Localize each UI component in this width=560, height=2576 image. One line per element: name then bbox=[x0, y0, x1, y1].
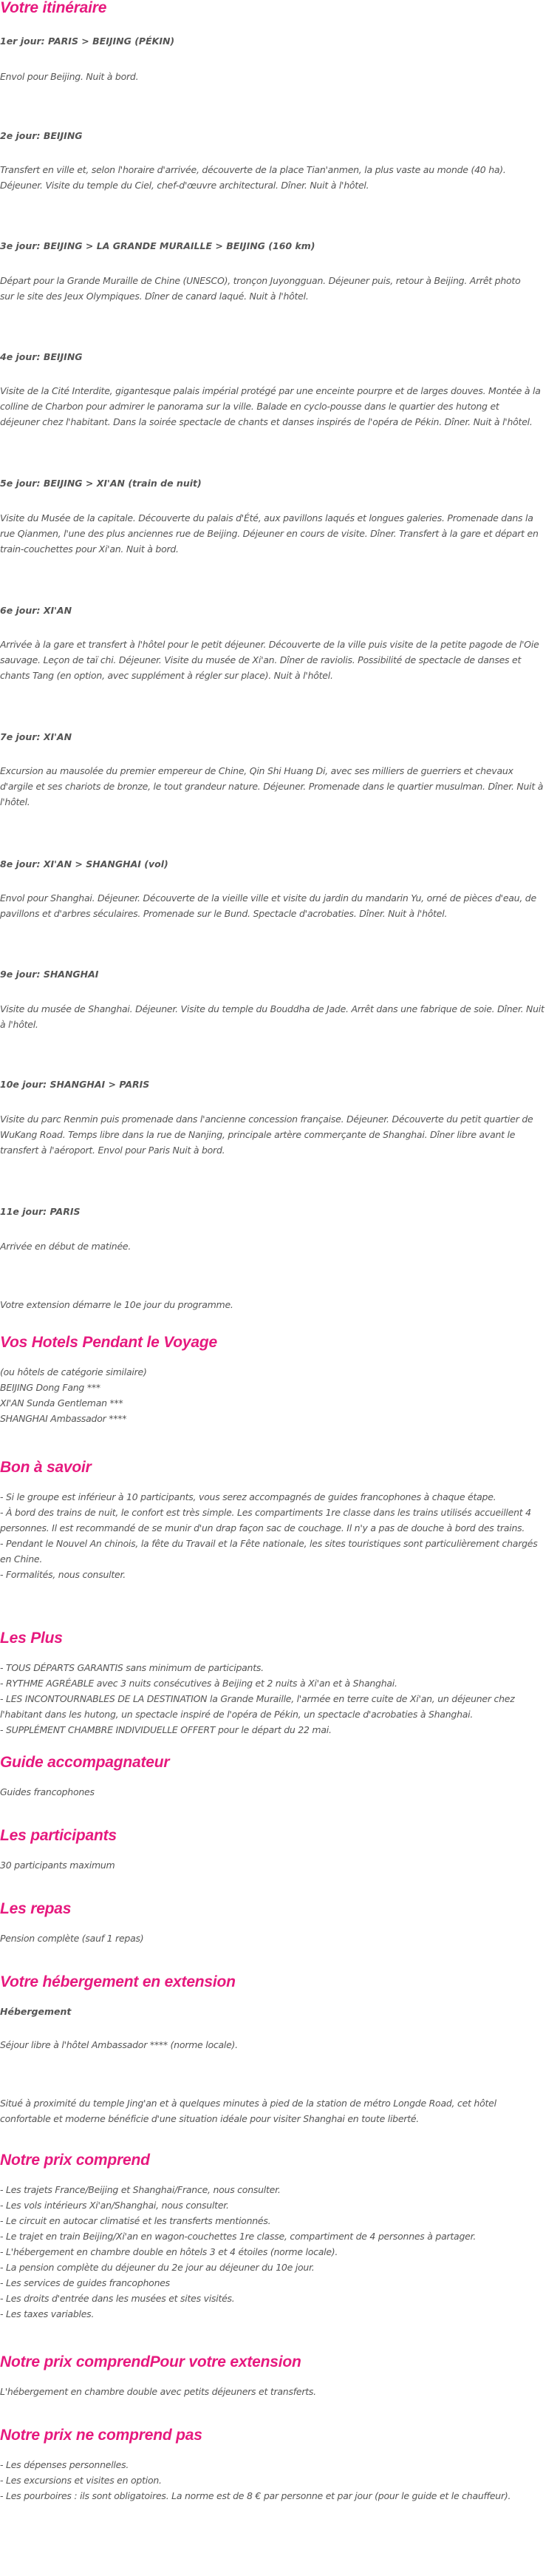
prix-ne-comprend-list bbox=[0, 2457, 554, 2504]
bon-a-savoir-text bbox=[0, 1489, 554, 1582]
hotel-shanghai: SHANGHAI Ambassador **** bbox=[0, 1413, 127, 1424]
extension-note: Votre extension démarre le 10e jour du programme. bbox=[0, 1299, 233, 1310]
day-11-text bbox=[0, 1238, 554, 1254]
day-8-line-2: pavillons et d'arbres séculaires. Promenade sur le Bund. Spectacle d'acrobaties. Dîner. Nuit à l'hôtel. bbox=[0, 908, 448, 919]
bon-a-savoir-line-5: en Chine. bbox=[0, 1553, 43, 1565]
day-6-line-3: chants Tang (en option, avec supplément à régler sur place). Nuit à l'hôtel. bbox=[0, 670, 333, 681]
prix-comprend-item: - Le trajet en train Beijing/Xi'an en wagon-couchettes 1re classe, compartiment de 4 personnes à partager. bbox=[0, 2231, 477, 2242]
prix-ne-comprend-item: - Les excursions et visites en option. bbox=[0, 2475, 162, 2486]
day-2-line-2: Déjeuner. Visite du temple du Ciel, chef-d'œuvre architectural. Dîner. Nuit à l'hôtel. bbox=[0, 180, 369, 191]
participants-heading: Les participants bbox=[0, 1827, 117, 1844]
prix-comprend-item: - Les services de guides francophones bbox=[0, 2277, 170, 2288]
day-5-title: 5e jour: BEIJING > XI'AN (train de nuit) bbox=[0, 478, 202, 489]
day-5-line-3: train-couchettes pour Xi'an. Nuit à bord. bbox=[0, 543, 179, 555]
day-9-line-2: à l'hôtel. bbox=[0, 1019, 38, 1030]
day-3-line-2: sur le site des Jeux Olympiques. Dîner de canard laqué. Nuit à l'hôtel. bbox=[0, 291, 309, 302]
day-1-line-1: Envol pour Beijing. Nuit à bord. bbox=[0, 71, 139, 82]
bon-a-savoir-line-4: - Pendant le Nouvel An chinois, la fête du Travail et la Fête nationale, les sites touristiques sont particulièrement chargés bbox=[0, 1538, 538, 1549]
day-5-line-1: Visite du Musée de la capitale. Découverte du palais d'Été, aux pavillons laqués et longues galeries. Promenade dans la bbox=[0, 512, 533, 523]
les-plus-line-1: - TOUS DÉPARTS GARANTIS sans minimum de participants. bbox=[0, 1662, 264, 1673]
bon-a-savoir-heading: Bon à savoir bbox=[0, 1459, 92, 1476]
day-6-text bbox=[0, 637, 554, 683]
repas-text: Pension complète (sauf 1 repas) bbox=[0, 1933, 144, 1944]
day-10-line-1: Visite du parc Renmin puis promenade dans l'ancienne concession française. Déjeuner. Découverte du petit quartier de bbox=[0, 1114, 533, 1125]
prix-ne-comprend-item: - Les pourboires : ils sont obligatoires. La norme est de 8 € par personne et par jour (pour le guide et le chauffeur). bbox=[0, 2490, 511, 2501]
day-8-title: 8e jour: XI'AN > SHANGHAI (vol) bbox=[0, 858, 168, 870]
day-9-text bbox=[0, 1001, 554, 1032]
day-2-title: 2e jour: BEIJING bbox=[0, 130, 83, 141]
hebergement-description bbox=[0, 2095, 554, 2126]
day-2-text bbox=[0, 162, 554, 193]
day-5-line-2: rue Qianmen, l'une des plus anciennes rue de Beijing. Déjeuner en cours de visite. Dîner. Transfert à la gare et départ en bbox=[0, 528, 539, 539]
day-11-title: 11e jour: PARIS bbox=[0, 1206, 81, 1217]
guide-heading: Guide accompagnateur bbox=[0, 1754, 170, 1771]
day-10-line-3: transfert à l'aéroport. Envol pour Paris Nuit à bord. bbox=[0, 1145, 225, 1156]
prix-extension-heading: Notre prix comprendPour votre extension bbox=[0, 2353, 301, 2370]
hotels-note: (ou hôtels de catégorie similaire) bbox=[0, 1366, 147, 1377]
prix-comprend-item: - Les droits d'entrée dans les musées et sites visités. bbox=[0, 2293, 235, 2304]
day-7-text bbox=[0, 763, 554, 810]
bon-a-savoir-line-1: - Si le groupe est inférieur à 10 participants, vous serez accompagnés de guides francophones à chaque étape. bbox=[0, 1491, 496, 1502]
day-6-line-2: sauvage. Leçon de taï chi. Déjeuner. Visite du musée de Xi'an. Dîner de raviolis. Possibilité de spectacle de danses et bbox=[0, 654, 522, 665]
bon-a-savoir-line-2: - À bord des trains de nuit, le confort est très simple. Les compartiments 1re classe dans les trains utilisés accueillent 4 bbox=[0, 1507, 531, 1518]
day-8-text bbox=[0, 890, 554, 921]
day-7-line-1: Excursion au mausolée du premier empereur de Chine, Qin Shi Huang Di, avec ses milliers de guerriers et chevaux bbox=[0, 765, 513, 776]
day-4-line-2: colline de Charbon pour admirer le panorama sur la ville. Balade en cyclo-pousse dans le quartier des hutong et bbox=[0, 401, 499, 412]
prix-comprend-item: - Les trajets France/Beijing et Shanghai/France, nous consulter. bbox=[0, 2184, 281, 2195]
day-10-title: 10e jour: SHANGHAI > PARIS bbox=[0, 1079, 150, 1090]
day-6-title: 6e jour: XI'AN bbox=[0, 605, 72, 616]
day-4-line-3: déjeuner chez l'habitant. Dans la soirée spectacle de chants et danses inspirés de l'opéra de Pékin. Dîner. Nuit à l'hôtel. bbox=[0, 416, 533, 427]
hebergement-line-2: confortable et moderne bénéficie d'une situation idéale pour visiter Shanghai en toute liberté. bbox=[0, 2113, 420, 2124]
day-4-title: 4e jour: BEIJING bbox=[0, 351, 83, 362]
les-plus-line-5: - SUPPLÉMENT CHAMBRE INDIVIDUELLE OFFERT pour le départ du 22 mai. bbox=[0, 1724, 332, 1735]
hotel-xian: XI'AN Sunda Gentleman *** bbox=[0, 1397, 123, 1409]
prix-comprend-item: - L'hébergement en chambre double en hôtels 3 et 4 étoiles (norme locale). bbox=[0, 2246, 338, 2257]
day-9-title: 9e jour: SHANGHAI bbox=[0, 969, 99, 980]
day-6-line-1: Arrivée à la gare et transfert à l'hôtel pour le petit déjeuner. Découverte de la ville puis visite de la petite pagode de l'Oie bbox=[0, 639, 539, 650]
prix-comprend-item: - La pension complète du déjeuner du 2e jour au déjeuner du 10e jour. bbox=[0, 2262, 315, 2273]
prix-ne-comprend-heading: Notre prix ne comprend pas bbox=[0, 2427, 202, 2444]
itinerary-heading: Votre itinéraire bbox=[0, 0, 107, 16]
day-7-line-2: d'argile et ses chariots de bronze, le tout grandeur nature. Déjeuner. Promenade dans le quartier musulman. Dîner. Nuit à bbox=[0, 781, 544, 792]
les-plus-line-4: l'habitant dans les hutong, un spectacle inspiré de l'opéra de Pékin, un spectacle d'acrobaties à Shanghai. bbox=[0, 1709, 474, 1720]
participants-text: 30 participants maximum bbox=[0, 1860, 115, 1871]
hotel-beijing: BEIJING Dong Fang *** bbox=[0, 1382, 100, 1393]
hotels-heading: Vos Hotels Pendant le Voyage bbox=[0, 1334, 217, 1351]
day-8-line-1: Envol pour Shanghai. Déjeuner. Découverte de la vieille ville et visite du jardin du mandarin Yu, orné de pièces d'eau, de bbox=[0, 892, 536, 904]
prix-comprend-item: - Le circuit en autocar climatisé et les transferts mentionnés. bbox=[0, 2215, 271, 2226]
prix-extension-text: L'hébergement en chambre double avec petits déjeuners et transferts. bbox=[0, 2386, 316, 2397]
hebergement-line-1: Situé à proximité du temple Jing'an et à quelques minutes à pied de la station de métro Longde Road, cet hôtel bbox=[0, 2098, 496, 2109]
day-2-line-1: Transfert en ville et, selon l'horaire d'arrivée, découverte de la place Tian'anmen, la plus vaste au monde (40 ha). bbox=[0, 164, 506, 175]
day-4-text bbox=[0, 383, 554, 430]
hotels-list bbox=[0, 1364, 554, 1426]
les-plus-heading: Les Plus bbox=[0, 1630, 63, 1647]
day-1-title: 1er jour: PARIS > BEIJING (PÉKIN) bbox=[0, 35, 175, 47]
prix-ne-comprend-item: - Les dépenses personnelles. bbox=[0, 2459, 129, 2470]
prix-comprend-item: - Les taxes variables. bbox=[0, 2308, 95, 2319]
les-plus-line-3: - LES INCONTOURNABLES DE LA DESTINATION la Grande Muraille, l'armée en terre cuite de Xi'an, un déjeuner chez bbox=[0, 1693, 515, 1704]
day-3-line-1: Départ pour la Grande Muraille de Chine (UNESCO), tronçon Juyongguan. Déjeuner puis, retour à Beijing. Arrêt photo bbox=[0, 275, 521, 286]
day-1-text bbox=[0, 69, 554, 84]
hebergement-subtitle: Hébergement bbox=[0, 2006, 72, 2017]
hebergement-extension-heading: Votre hébergement en extension bbox=[0, 1973, 236, 1990]
day-3-title: 3e jour: BEIJING > LA GRANDE MURAILLE > BEIJING (160 km) bbox=[0, 240, 315, 251]
day-5-text bbox=[0, 510, 554, 557]
bon-a-savoir-line-3: personnes. Il est recommandé de se munir d'un drap façon sac de couchage. Il n'y a pas de douche à bord des trains. bbox=[0, 1522, 525, 1533]
day-7-line-3: l'hôtel. bbox=[0, 796, 30, 807]
day-10-line-2: WuKang Road. Temps libre dans la rue de Nanjing, principale artère commerçante de Shanghai. Dîner libre avant le bbox=[0, 1129, 516, 1140]
repas-heading: Les repas bbox=[0, 1900, 72, 1917]
day-10-text bbox=[0, 1111, 554, 1158]
day-3-text bbox=[0, 273, 554, 304]
hebergement-text: Séjour libre à l'hôtel Ambassador **** (norme locale). bbox=[0, 2039, 238, 2050]
prix-comprend-heading: Notre prix comprend bbox=[0, 2152, 150, 2169]
day-9-line-1: Visite du musée de Shanghai. Déjeuner. Visite du temple du Bouddha de Jade. Arrêt dans une fabrique de soie. Dîner. Nuit bbox=[0, 1003, 544, 1014]
prix-comprend-item: - Les vols intérieurs Xi'an/Shanghai, nous consulter. bbox=[0, 2200, 229, 2211]
prix-comprend-list bbox=[0, 2182, 554, 2322]
guide-text: Guides francophones bbox=[0, 1786, 95, 1797]
day-7-title: 7e jour: XI'AN bbox=[0, 731, 72, 742]
les-plus-text bbox=[0, 1660, 554, 1738]
les-plus-line-2: - RYTHME AGRÉABLE avec 3 nuits consécutives à Beijing et 2 nuits à Xi'an et à Shanghai. bbox=[0, 1678, 397, 1689]
bon-a-savoir-line-6: - Formalités, nous consulter. bbox=[0, 1569, 126, 1580]
day-11-line-1: Arrivée en début de matinée. bbox=[0, 1241, 132, 1252]
day-4-line-1: Visite de la Cité Interdite, gigantesque palais impérial protégé par une enceinte pourpre et de larges douves. Montée à la bbox=[0, 385, 541, 396]
